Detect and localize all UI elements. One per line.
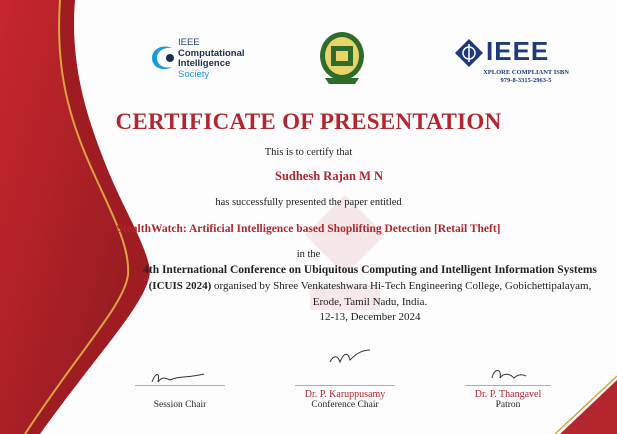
cis-line-2: Computational bbox=[178, 47, 245, 59]
ieee-cis-logo bbox=[148, 38, 260, 82]
ieee-wordmark: IEEE bbox=[486, 36, 550, 66]
in-the-text: in the bbox=[296, 249, 321, 260]
certificate-title: CERTIFICATE OF PRESENTATION bbox=[115, 109, 502, 134]
ieee-isbn-number: 979-8-3315-2963-5 bbox=[500, 76, 552, 84]
conference-chair-signature bbox=[326, 346, 376, 368]
presented-text: has successfully presented the paper entitled bbox=[215, 197, 402, 208]
organised-by: organised by Shree Venkateshwara Hi-Tech Engineering College, Gobichettipalayam, bbox=[214, 280, 592, 292]
signature-name: Dr. P. Karuppusamy bbox=[304, 389, 386, 400]
recipient-name: Sudhesh Rajan M N bbox=[275, 169, 384, 183]
signature-name: Dr. P. Thangavel bbox=[474, 389, 542, 400]
ieee-diamond-icon bbox=[454, 38, 484, 68]
conference-location: Erode, Tamil Nadu, India. bbox=[312, 296, 428, 308]
signature-name bbox=[135, 389, 225, 400]
ieee-logo bbox=[454, 38, 584, 88]
ieee-isbn-label: XPLORE COMPLIANT ISBN bbox=[483, 69, 569, 76]
signature-session-chair bbox=[135, 385, 225, 410]
cis-line-4: Society bbox=[178, 68, 210, 80]
paper-title: StealthWatch: Artificial Intelligence based Shoplifting Detection [Retail Theft] bbox=[116, 223, 501, 235]
signature-conference-chair bbox=[290, 385, 400, 410]
cis-swirl-icon bbox=[148, 42, 178, 72]
conference-name: 4th International Conference on Ubiquitous Computing and Intelligent Information Systems bbox=[143, 264, 597, 276]
certify-text: This is to certify that bbox=[264, 147, 353, 158]
signature-role: Conference Chair bbox=[311, 400, 379, 410]
signature-patron bbox=[458, 385, 558, 410]
patron-signature bbox=[488, 366, 528, 386]
cis-line-3: Intelligence bbox=[178, 58, 231, 69]
cis-line-1: IEEE bbox=[178, 37, 200, 48]
college-emblem-icon bbox=[317, 30, 367, 86]
conference-dates: 12-13, December 2024 bbox=[319, 311, 421, 323]
signature-role: Patron bbox=[495, 400, 521, 410]
conference-organiser bbox=[70, 280, 617, 292]
conference-abbr: (ICUIS 2024) bbox=[148, 280, 212, 292]
signature-role: Session Chair bbox=[153, 400, 207, 410]
